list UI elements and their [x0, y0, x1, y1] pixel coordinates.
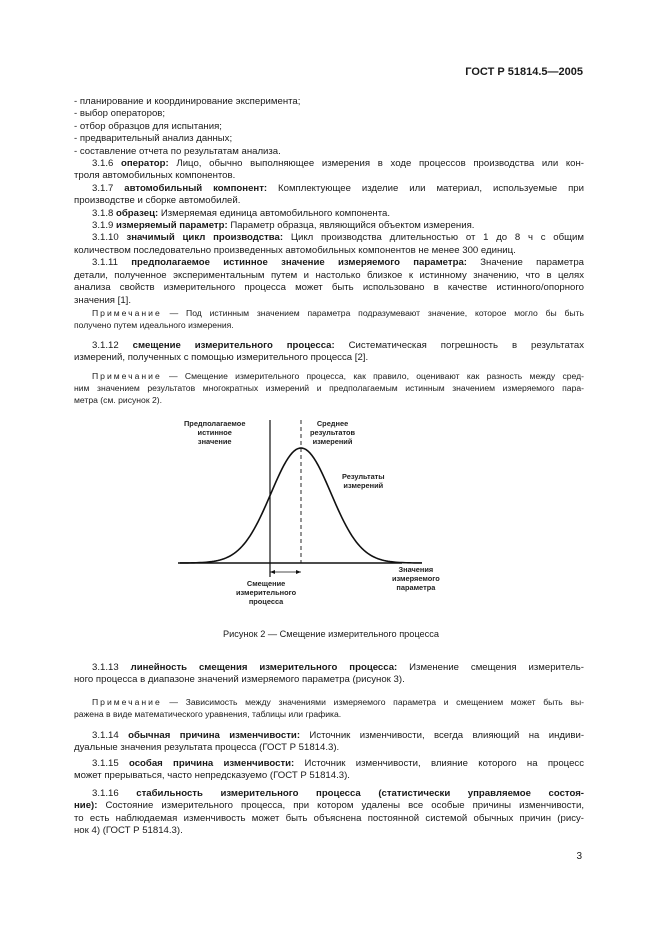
bias-arrow-head-left — [270, 570, 275, 574]
page-number: 3 — [576, 851, 582, 862]
text-block-5 — [74, 758, 584, 783]
label-mean-value: Среднее результатов измерений — [310, 419, 356, 446]
term-3-1-9: 3.1.9 измеряемый параметр: Параметр образца, являющийся объектом измерения. — [92, 220, 475, 232]
bullet-item: - выбор операторов; — [74, 108, 166, 120]
term-3-1-14-cont: дуальные значения результата процесса (ГОСТ Р 51814.3). — [74, 742, 340, 754]
note-1: Примечание — Под истинным значением параметра подразумевают значение, которое могло бы быть получено путем идеального измерения. — [74, 308, 585, 330]
term-3-1-16-cont: нок 4) (ГОСТ Р 51814.3). — [74, 825, 183, 837]
note-2: Примечание — Смещение измерительного процесса, как правило, оценивают как разность между сред- ним значением результатов многократных измерений и предполагаемым истинным значением измеряемого пара- метра (см. рисунок 2). — [74, 371, 585, 405]
note-label: Примечание — [92, 697, 162, 707]
term-3-1-13-cont: ного процесса в диапазоне значений измеряемого параметра (рисунок 3). — [74, 674, 405, 686]
term-3-1-16: 3.1.16 стабильность измерительного процесса (статистически управляемое состоя- — [92, 788, 584, 799]
term-3-1-11-cont: детали, полученное экспериментальным путем и настолько близкое к истинному значению, что в целях — [74, 269, 584, 281]
term-3-1-11-cont: анализа свойств измерительного процесса может быть использовано в качестве истинного/опорного — [74, 282, 584, 294]
label-process-bias: Смещение измерительного процесса — [236, 579, 297, 606]
term-3-1-6-cont: троля автомобильных компонентов. — [74, 170, 236, 182]
term-3-1-7: 3.1.7 автомобильный компонент: Комплектующее изделие или материал, используемые при — [92, 182, 585, 194]
term-3-1-14: 3.1.14 обычная причина изменчивости: Источник изменчивости, всегда влияющий на индиви- — [92, 730, 585, 741]
text-block-4 — [74, 730, 584, 755]
label-true-value: Предполагаемое истинное значение — [184, 419, 246, 446]
term-3-1-11: 3.1.11 предполагаемое истинное значение измеряемого параметра: Значение параметра — [92, 257, 584, 269]
term-3-1-16-cont: ние): Состояние измерительного процесса, при котором удалены все особые причины изменчивости, — [74, 800, 584, 812]
bullet-item: - предварительный анализ данных; — [74, 133, 233, 145]
text-block-6 — [74, 788, 584, 838]
term-3-1-8: 3.1.8 образец: Измеряемая единица автомобильного компонента. — [92, 207, 391, 219]
note-label: Примечание — [92, 371, 162, 381]
bullet-item: - составление отчета по результатам анализа. — [74, 145, 281, 157]
document-header: ГОСТ Р 51814.5—2005 — [465, 66, 583, 78]
label-parameter-values: Значения измеряемого параметра — [392, 565, 440, 592]
term-3-1-12: 3.1.12 смещение измерительного процесса: Систематическая погрешность в результатах — [92, 340, 584, 351]
bias-arrow-head-right — [296, 570, 301, 574]
term-3-1-10: 3.1.10 значимый цикл производства: Цикл производства длительностью от 1 до 8 ч с общим — [92, 232, 584, 244]
note-3: Примечание — Зависимость между значениями измеряемого параметра и смещением может быть вы- ражена в виде математического уравнения, таблицы или графика. — [74, 697, 584, 719]
term-3-1-15: 3.1.15 особая причина изменчивости: Источник изменчивости, влияние которого на процесс — [92, 758, 584, 769]
term-3-1-15-cont: может прерываться, часто непредсказуемо (ГОСТ Р 51814.3). — [74, 770, 350, 782]
term-3-1-11-cont: значения [1]. — [74, 294, 132, 306]
term-3-1-6: 3.1.6 оператор: Лицо, обычно выполняющее измерения в ходе процессов производства или кон- — [92, 158, 585, 170]
figure-bias-diagram — [170, 412, 460, 617]
term-3-1-12-cont: измерений, полученных с помощью измерительного процесса [2]. — [74, 352, 369, 364]
bullet-item: - планирование и координирование эксперимента; — [74, 96, 301, 107]
term-3-1-16-cont: то есть наблюдаемая изменчивость может быть объяснена постоянной системой обычных причин (рису- — [74, 812, 584, 824]
term-3-1-13: 3.1.13 линейность смещения измерительного процесса: Изменение смещения измеритель- — [92, 662, 584, 673]
term-3-1-7-cont: производстве и сборке автомобилей. — [74, 195, 241, 207]
text-block-2 — [74, 340, 584, 365]
figure-caption: Рисунок 2 — Смещение измерительного процесса — [223, 629, 439, 639]
term-3-1-10-cont: количеством последовательно произведенных автомобильных компонентов не менее 300 единиц. — [74, 244, 516, 256]
note-label: Примечание — [92, 308, 162, 318]
bullet-item: - отбор образцов для испытания; — [74, 120, 222, 132]
text-block-1 — [74, 96, 584, 307]
text-block-3 — [74, 662, 584, 687]
label-measurement-results: Результаты измерений — [342, 472, 385, 490]
